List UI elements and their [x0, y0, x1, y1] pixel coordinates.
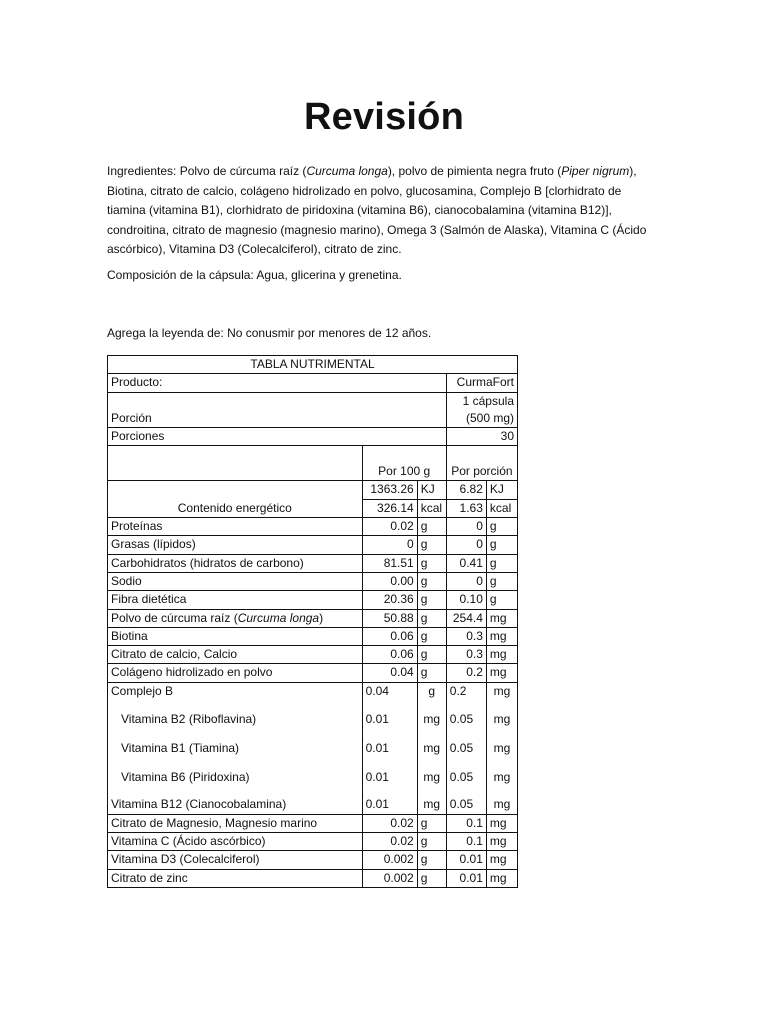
- porciones-label: Porciones: [108, 428, 447, 446]
- value-per100: 0.01: [362, 792, 417, 815]
- value-per100: 50.88: [362, 609, 417, 627]
- nutrient-name: Fibra dietética: [108, 591, 363, 609]
- porciones-row: [108, 428, 518, 446]
- porcion-value: 1 cápsula (500 mg): [446, 392, 517, 428]
- value-per-portion: 0.2: [446, 664, 486, 682]
- nutrient-name: Sodio: [108, 572, 363, 590]
- value-per100: 0.002: [362, 851, 417, 869]
- table-title: TABLA NUTRIMENTAL: [108, 356, 518, 374]
- nutrient-name: Proteínas: [108, 518, 363, 536]
- value-per100: 0.01: [362, 763, 417, 792]
- unit-per100: g: [417, 591, 446, 609]
- nutrient-name: Complejo B: [108, 682, 363, 705]
- nutrient-name: Carbohidratos (hidratos de carbono): [108, 554, 363, 572]
- value-per100: 0.002: [362, 869, 417, 887]
- energy-kcal-100: 326.14: [362, 499, 417, 517]
- energy-kcal-unit-portion: kcal: [486, 499, 517, 517]
- nutrient-name: Biotina: [108, 627, 363, 645]
- unit-per100: g: [417, 833, 446, 851]
- table-row: [108, 705, 518, 734]
- table-row: [108, 591, 518, 609]
- value-per-portion: 0.2: [446, 682, 486, 705]
- energy-label: Contenido energético: [108, 481, 363, 518]
- value-per100: 20.36: [362, 591, 417, 609]
- unit-per100: g: [417, 554, 446, 572]
- value-per100: 0.01: [362, 734, 417, 763]
- nutrient-name-part: Polvo de cúrcuma raíz (: [111, 610, 238, 625]
- unit-per-portion: mg: [486, 814, 517, 832]
- producto-row: [108, 374, 518, 392]
- unit-per100: mg: [417, 792, 446, 815]
- porciones-value: 30: [446, 428, 517, 446]
- ingredients-italic-2: Piper nigrum: [561, 164, 630, 178]
- nutrient-name: Vitamina B12 (Cianocobalamina): [108, 792, 363, 815]
- unit-per-portion: g: [486, 554, 517, 572]
- unit-per100: g: [417, 518, 446, 536]
- unit-per100: g: [417, 627, 446, 645]
- unit-per100: g: [417, 664, 446, 682]
- unit-per100: mg: [417, 763, 446, 792]
- table-row: [108, 646, 518, 664]
- value-per-portion: 0: [446, 536, 486, 554]
- column-header-row: [108, 446, 518, 481]
- value-per100: 81.51: [362, 554, 417, 572]
- porcion-label: Porción: [108, 392, 447, 428]
- legend-text: Agrega la leyenda de: No conusmir por menores de 12 años.: [107, 326, 432, 340]
- nutrient-name-italic: Curcuma longa: [237, 610, 320, 625]
- table-row: [108, 792, 518, 815]
- producto-value: CurmaFort: [446, 374, 517, 392]
- nutrient-name: Colágeno hidrolizado en polvo: [108, 664, 363, 682]
- table-row: [108, 536, 518, 554]
- producto-label: Producto:: [108, 374, 447, 392]
- value-per-portion: 254.4: [446, 609, 486, 627]
- energy-kj-unit-100: KJ: [417, 481, 446, 499]
- ingredients-paragraph: [107, 162, 652, 260]
- ingredients-text-2: ), polvo de pimienta negra fruto (: [387, 164, 562, 178]
- table-row: [108, 664, 518, 682]
- table-row: [108, 682, 518, 705]
- value-per100: 0: [362, 536, 417, 554]
- unit-per-portion: g: [486, 518, 517, 536]
- value-per100: 0.01: [362, 705, 417, 734]
- unit-per-portion: mg: [486, 646, 517, 664]
- page-title: Revisión: [304, 96, 464, 138]
- value-per-portion: 0.1: [446, 814, 486, 832]
- value-per100: 0.02: [362, 833, 417, 851]
- energy-kj-unit-portion: KJ: [486, 481, 517, 499]
- value-per-portion: 0: [446, 572, 486, 590]
- nutrient-name: Vitamina D3 (Colecalciferol): [108, 851, 363, 869]
- nutrient-name-part: ): [319, 610, 324, 625]
- value-per-portion: 0.05: [446, 763, 486, 792]
- unit-per100: g: [417, 646, 446, 664]
- table-title-row: [108, 356, 518, 374]
- unit-per100: g: [417, 869, 446, 887]
- value-per-portion: 0.3: [446, 646, 486, 664]
- unit-per-portion: mg: [486, 763, 517, 792]
- nutrient-name: Citrato de zinc: [108, 869, 363, 887]
- capsule-composition: Composición de la cápsula: Agua, glicerina y grenetina.: [107, 268, 402, 282]
- col-perportion-header: Por porción: [446, 446, 517, 481]
- nutrient-name: Vitamina B1 (Tiamina): [108, 734, 363, 763]
- nutrient-name: Vitamina C (Ácido ascórbico): [108, 833, 363, 851]
- value-per100: 0.04: [362, 682, 417, 705]
- ingredients-italic-1: Curcuma longa: [306, 164, 388, 178]
- table-row: [108, 554, 518, 572]
- unit-per100: g: [417, 851, 446, 869]
- value-per-portion: 0.05: [446, 734, 486, 763]
- table-row: [108, 734, 518, 763]
- value-per100: 0.06: [362, 646, 417, 664]
- value-per-portion: 0.01: [446, 851, 486, 869]
- energy-kcal-portion: 1.63: [446, 499, 486, 517]
- value-per-portion: 0.10: [446, 591, 486, 609]
- header-blank: [108, 446, 363, 481]
- unit-per-portion: mg: [486, 833, 517, 851]
- energy-kj-portion: 6.82: [446, 481, 486, 499]
- table-row: [108, 851, 518, 869]
- table-row: [108, 869, 518, 887]
- nutrient-name: Grasas (lípidos): [108, 536, 363, 554]
- value-per-portion: 0.05: [446, 705, 486, 734]
- unit-per100: g: [417, 572, 446, 590]
- nutrition-table: [107, 355, 518, 888]
- nutrient-name: Citrato de calcio, Calcio: [108, 646, 363, 664]
- value-per-portion: 0.1: [446, 833, 486, 851]
- unit-per100: g: [417, 814, 446, 832]
- unit-per100: g: [417, 609, 446, 627]
- unit-per-portion: mg: [486, 792, 517, 815]
- nutrient-name: Citrato de Magnesio, Magnesio marino: [108, 814, 363, 832]
- value-per-portion: 0.01: [446, 869, 486, 887]
- table-row: [108, 814, 518, 832]
- unit-per-portion: mg: [486, 664, 517, 682]
- unit-per-portion: mg: [486, 869, 517, 887]
- porcion-row: [108, 392, 518, 428]
- unit-per-portion: mg: [486, 705, 517, 734]
- unit-per-portion: mg: [486, 851, 517, 869]
- table-row: [108, 627, 518, 645]
- unit-per100: g: [417, 536, 446, 554]
- table-row: [108, 763, 518, 792]
- energy-kj-100: 1363.26: [362, 481, 417, 499]
- nutrient-name: Vitamina B6 (Piridoxina): [108, 763, 363, 792]
- unit-per-portion: g: [486, 591, 517, 609]
- table-row: [108, 833, 518, 851]
- unit-per-portion: mg: [486, 682, 517, 705]
- value-per-portion: 0.3: [446, 627, 486, 645]
- value-per100: 0.02: [362, 814, 417, 832]
- unit-per-portion: mg: [486, 609, 517, 627]
- unit-per100: mg: [417, 705, 446, 734]
- unit-per100: g: [417, 682, 446, 705]
- energy-kj-row: [108, 481, 518, 499]
- col-per100-header: Por 100 g: [362, 446, 446, 481]
- table-row: [108, 609, 518, 627]
- value-per-portion: 0: [446, 518, 486, 536]
- value-per-portion: 0.41: [446, 554, 486, 572]
- ingredients-text-3: ), Biotina, citrato de calcio, colágeno hidrolizado en polvo, glucosamina, Complejo B [clorhidrato de tiamina (vitamina B1), clorhidrato de piridoxina (vitamina B6), cianocobalamina (vitamina B12)], condroitina, citrato de magnesio (magnesio marino), Omega 3 (Salmón de Alaska), Vitamina C (Ácido ascórbico), Vitamina D3 (Colecalciferol), citrato de zinc.: [107, 164, 647, 256]
- nutrient-name: [108, 609, 363, 627]
- value-per100: 0.02: [362, 518, 417, 536]
- unit-per-portion: mg: [486, 627, 517, 645]
- value-per100: 0.06: [362, 627, 417, 645]
- value-per100: 0.00: [362, 572, 417, 590]
- unit-per-portion: g: [486, 572, 517, 590]
- unit-per100: mg: [417, 734, 446, 763]
- energy-kcal-unit-100: kcal: [417, 499, 446, 517]
- unit-per-portion: g: [486, 536, 517, 554]
- table-row: [108, 572, 518, 590]
- value-per-portion: 0.05: [446, 792, 486, 815]
- unit-per-portion: mg: [486, 734, 517, 763]
- value-per100: 0.04: [362, 664, 417, 682]
- table-row: [108, 518, 518, 536]
- nutrient-name: Vitamina B2 (Riboflavina): [108, 705, 363, 734]
- ingredients-text-1: Ingredientes: Polvo de cúrcuma raíz (: [107, 164, 307, 178]
